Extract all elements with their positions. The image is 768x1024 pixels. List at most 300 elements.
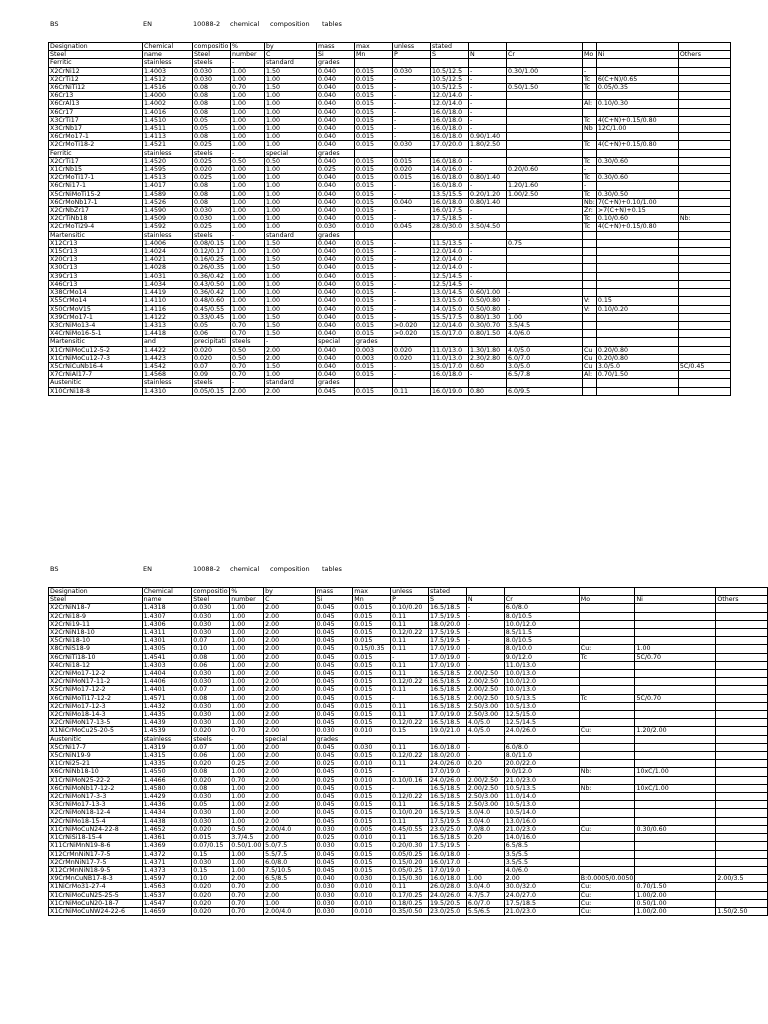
table-cell: 5.5/7.5 (264, 850, 315, 858)
table-cell: 14.0/16.0 (504, 834, 579, 842)
table-cell: 0.030 (192, 604, 230, 612)
table-cell: 0.015 (355, 75, 393, 83)
table-cell: 16.5/18.5 (429, 686, 467, 694)
table-cell: 5C/0.45 (678, 362, 730, 370)
table-cell: X38CrMo14 (49, 289, 143, 297)
table-cell (596, 313, 678, 321)
table-cell: 8.0/11.0 (504, 752, 579, 760)
table-cell (583, 379, 597, 387)
table-cell: 0.20/0.80 (596, 354, 678, 362)
table-cell: 0.030 (192, 858, 230, 866)
table-cell: - (466, 637, 504, 645)
table-cell: 0.030 (393, 141, 431, 149)
table-row (49, 190, 731, 198)
table-cell: stainless (143, 379, 193, 387)
table-cell (678, 43, 730, 51)
table-row (49, 670, 768, 678)
table-cell (596, 338, 678, 346)
table-cell: 0.025 (315, 760, 353, 768)
table-cell: Tc (583, 215, 597, 223)
table-cell: 2.00/4.0 (264, 825, 315, 833)
table-cell: 2.00 (264, 784, 315, 792)
table-cell: Ferritic (49, 149, 143, 157)
table-cell: 0.015 (353, 858, 391, 866)
table-cell: 1.00 (230, 686, 264, 694)
table-cell: 0.08 (193, 84, 231, 92)
table-cell: 0.50/1.00 (230, 842, 264, 850)
table-cell (635, 850, 716, 858)
table-cell: 20.0/22.0 (504, 760, 579, 768)
table-cell: by (265, 43, 317, 51)
table-cell: 0.030 (192, 711, 230, 719)
table-cell (716, 637, 768, 645)
table-cell: 1.00 (231, 133, 265, 141)
table-cell: X3CrTi17 (49, 116, 143, 124)
table-cell: 1.4541 (142, 653, 192, 661)
table-cell (635, 678, 716, 686)
table-cell: 1.4113 (143, 133, 193, 141)
table-cell: 1.4016 (143, 108, 193, 116)
table-cell: 1.4571 (142, 694, 192, 702)
table-row (49, 84, 731, 92)
table-cell (579, 629, 635, 637)
table-row (49, 711, 768, 719)
table-cell: 0.08 (193, 182, 231, 190)
table-cell: 0.040 (317, 248, 355, 256)
table-cell: grades (317, 379, 355, 387)
table-cell (596, 280, 678, 288)
table-cell: 1.50 (265, 313, 317, 321)
table-cell: 1.00 (507, 313, 583, 321)
table-cell: 13.0/14.5 (431, 289, 469, 297)
table-cell: 16.0/18.0 (431, 108, 469, 116)
table-cell (716, 727, 768, 735)
table-cell (579, 776, 635, 784)
table-cell (579, 588, 635, 596)
table-cell: 24.0/27.0 (504, 891, 579, 899)
table-cell: 1.00 (231, 67, 265, 75)
table-row (49, 768, 768, 776)
table-cell: 1.00 (230, 661, 264, 669)
table-cell: 0.70/1.50 (635, 883, 716, 891)
table-cell: 0.15 (192, 866, 230, 874)
table-cell: 4.0/5.0 (466, 719, 504, 727)
table-cell (596, 248, 678, 256)
table-cell: 0.08 (193, 198, 231, 206)
table-cell: 0.11 (391, 702, 429, 710)
table-cell: Nb: (579, 784, 635, 792)
table-cell (635, 809, 716, 817)
table-cell: 0.70 (231, 362, 265, 370)
table-row (49, 272, 731, 280)
table-cell (507, 116, 583, 124)
table-cell (716, 834, 768, 842)
table-cell: - (393, 264, 431, 272)
table-cell: 0.33/0.45 (193, 313, 231, 321)
table-cell: - (466, 858, 504, 866)
table-cell: - (393, 280, 431, 288)
table-row (49, 743, 768, 751)
table-cell: 2.00 (264, 776, 315, 784)
table-cell: P (391, 596, 429, 604)
table-cell: 2.00 (264, 801, 315, 809)
table-cell: 0.10/0.20 (596, 305, 678, 313)
table-cell: Mn (353, 596, 391, 604)
table-cell: 0.70 (230, 899, 264, 907)
table-cell: standard (265, 231, 317, 239)
table-cell: 1.00 (230, 866, 264, 874)
table-cell (678, 264, 730, 272)
table-cell (678, 305, 730, 313)
table-cell: 0.030 (315, 727, 353, 735)
table-cell: 1.4401 (142, 686, 192, 694)
table-cell: 1.00 (230, 801, 264, 809)
table-cell: X8CrNiS18-9 (49, 645, 143, 653)
table-cell: 0.040 (317, 272, 355, 280)
table-cell: 0.020 (192, 776, 230, 784)
table-cell (635, 629, 716, 637)
table-cell: 0.08 (192, 653, 230, 661)
table-cell (716, 899, 768, 907)
table-row (49, 354, 731, 362)
table-cell (635, 793, 716, 801)
table-row (49, 289, 731, 297)
table-cell: - (469, 75, 507, 83)
table-cell: 1.4568 (143, 371, 193, 379)
table-cell: 16.0/18.0 (431, 157, 469, 165)
table-cell (596, 108, 678, 116)
table-cell: 0.20/1.20 (469, 190, 507, 198)
table-cell: X2CrNiMo17-12-2 (49, 670, 143, 678)
table-cell: 2.00 (264, 793, 315, 801)
table-cell (716, 858, 768, 866)
table-cell: X15Cr13 (49, 248, 143, 256)
table-row (49, 858, 768, 866)
table-cell: X5CrNi17-7 (49, 743, 143, 751)
table-cell (507, 43, 583, 51)
table-cell: 1.00 (230, 653, 264, 661)
table-cell: 12.0/14.0 (431, 264, 469, 272)
table-cell: 11.0/13.0 (431, 354, 469, 362)
table-cell: 0.045 (315, 768, 353, 776)
table-cell (579, 866, 635, 874)
table-cell (507, 207, 583, 215)
table-cell: 16.5/18.5 (429, 670, 467, 678)
table-cell: - (391, 768, 429, 776)
table-cell: 12.5/14.5 (504, 719, 579, 727)
table-row (49, 92, 731, 100)
table-cell: 1.4313 (143, 321, 193, 329)
table-cell: - (466, 866, 504, 874)
table-cell: max (353, 588, 391, 596)
table-cell: 21.0/23.0 (504, 907, 579, 915)
table-cell: - (469, 371, 507, 379)
table-cell: 0.015 (355, 207, 393, 215)
table-cell (393, 338, 431, 346)
table-cell: steels (193, 59, 231, 67)
table-cell: 0.040 (317, 125, 355, 133)
table-cell: - (466, 629, 504, 637)
table-cell: 1.4371 (142, 858, 192, 866)
table-cell: - (469, 100, 507, 108)
table-cell: 0.015 (353, 629, 391, 637)
table-cell (596, 133, 678, 141)
table-cell (429, 735, 467, 743)
table-cell: 0.040 (317, 297, 355, 305)
table-cell: 18.0/20.0 (429, 620, 467, 628)
table-cell: 0.040 (317, 239, 355, 247)
table-cell: 1.4435 (142, 711, 192, 719)
table-cell: 1.00 (230, 604, 264, 612)
table-cell: stainless (143, 59, 193, 67)
table-cell: 1.00 (231, 190, 265, 198)
table-cell (579, 719, 635, 727)
table-row (49, 379, 731, 387)
table-cell: 0.015 (355, 387, 393, 395)
table-cell: steels (193, 379, 231, 387)
table-cell (469, 43, 507, 51)
table-cell: 10.5/13.0 (504, 801, 579, 809)
table-cell: 1.00 (265, 116, 317, 124)
table-cell: 0.11 (391, 817, 429, 825)
table-row (49, 752, 768, 760)
table-cell: 2.00/2.50 (466, 678, 504, 686)
table-cell: 0.08 (192, 694, 230, 702)
table-cell (678, 330, 730, 338)
table-cell (678, 157, 730, 165)
table-cell: 0.020 (192, 727, 230, 735)
table-cell: Tc (583, 116, 597, 124)
table-cell (596, 59, 678, 67)
table-row (49, 305, 731, 313)
table-row (49, 321, 731, 329)
table-cell: - (393, 116, 431, 124)
table-row (49, 149, 731, 157)
table-cell (635, 702, 716, 710)
table-row (49, 702, 768, 710)
table-cell: 0.12/0.22 (391, 678, 429, 686)
table-cell: Tc (579, 653, 635, 661)
table-cell (579, 760, 635, 768)
table-cell: 0.05/0.25 (391, 866, 429, 874)
table-cell: 0.45/0.55 (391, 825, 429, 833)
table-cell: X20Cr13 (49, 256, 143, 264)
table-cell: 24.0/26.0 (429, 776, 467, 784)
table-cell: 6.0/8.0 (504, 604, 579, 612)
table-row (49, 719, 768, 727)
table-cell: 0.045 (315, 620, 353, 628)
table-cell: X2CrMnNiN17-7-5 (49, 858, 143, 866)
table-cell: 0.010 (353, 907, 391, 915)
table-cell: 17.0/19.0 (429, 653, 467, 661)
table-cell: Al: (583, 100, 597, 108)
table-cell: 0.015 (353, 801, 391, 809)
table-cell: 0.015 (355, 108, 393, 116)
table-cell: 2.00 (264, 809, 315, 817)
table-cell: X46Cr13 (49, 280, 143, 288)
table-cell: - (393, 92, 431, 100)
table-cell (678, 321, 730, 329)
table-cell (579, 711, 635, 719)
table-cell (579, 743, 635, 751)
table-cell: 1.4550 (142, 768, 192, 776)
table-cell: 2.00 (264, 834, 315, 842)
table-cell: - (466, 850, 504, 858)
table-cell: >0.020 (393, 321, 431, 329)
table-cell: 1.00 (231, 198, 265, 206)
table-cell: 17.5/18.5 (504, 899, 579, 907)
table-cell (716, 891, 768, 899)
table-cell (716, 686, 768, 694)
table-cell: 1.80/2.50 (469, 141, 507, 149)
table-row (49, 834, 768, 842)
table-cell (635, 637, 716, 645)
table-cell (579, 809, 635, 817)
table-cell: Steel (192, 596, 230, 604)
table-cell: 0.010 (353, 899, 391, 907)
table-cell (716, 694, 768, 702)
table-cell: 0.015 (355, 125, 393, 133)
table-cell (678, 289, 730, 297)
table-cell (635, 743, 716, 751)
table-cell: - (393, 215, 431, 223)
table-cell (678, 239, 730, 247)
table-cell (579, 686, 635, 694)
table-cell: X2CrTi17 (49, 157, 143, 165)
table-cell: 0.040 (315, 875, 353, 883)
table-row (49, 248, 731, 256)
table-cell (635, 661, 716, 669)
table-cell: 0.015 (355, 157, 393, 165)
table-cell: 1.30/1.80 (469, 346, 507, 354)
table-cell (469, 338, 507, 346)
table-cell: 0.35/0.50 (391, 907, 429, 915)
table-cell: 1.00 (265, 248, 317, 256)
table-cell: 6.5/7.8 (507, 371, 583, 379)
table-cell: 2.00 (264, 637, 315, 645)
table-cell: Cr (504, 596, 579, 604)
table-cell: 6.0/7.0 (466, 899, 504, 907)
table-cell: grades (315, 735, 353, 743)
table-cell: 1.00 (265, 289, 317, 297)
table-row (49, 133, 731, 141)
table-cell (716, 620, 768, 628)
table-cell: 0.11 (391, 834, 429, 842)
table-cell: number (231, 51, 265, 59)
table-cell: 0.045 (315, 809, 353, 817)
table-cell: 0.80/1.40 (469, 174, 507, 182)
table-cell: 0.015 (353, 694, 391, 702)
table-cell (393, 231, 431, 239)
table-cell: 2.00 (264, 694, 315, 702)
table-cell: 0.040 (317, 305, 355, 313)
table-cell: 13.0/16.0 (504, 817, 579, 825)
table-cell: 9.0/12.0 (504, 768, 579, 776)
table-cell: 0.015 (355, 371, 393, 379)
table-cell (579, 702, 635, 710)
table-cell: 2.00/4.0 (264, 907, 315, 915)
table-cell: 1.00 (231, 223, 265, 231)
table-cell: - (507, 289, 583, 297)
table-cell: X10CrNi18-8 (49, 387, 143, 395)
table-cell: 1.00 (230, 620, 264, 628)
table-cell (579, 793, 635, 801)
table-cell: 1.4311 (142, 629, 192, 637)
table-cell (507, 223, 583, 231)
table-cell (507, 215, 583, 223)
table-row (49, 875, 768, 883)
table-cell: 0.36/0.42 (193, 289, 231, 297)
table-cell (678, 248, 730, 256)
table-cell: 0.015 (353, 784, 391, 792)
table-cell (507, 264, 583, 272)
table-cell (635, 834, 716, 842)
table-cell: 1.4542 (143, 362, 193, 370)
table-cell: - (391, 694, 429, 702)
table-cell: 0.030 (315, 907, 353, 915)
table-cell: 1.00 (231, 305, 265, 313)
table-row (49, 387, 731, 395)
table-cell: 10.5/12.5 (431, 75, 469, 83)
table-cell (583, 289, 597, 297)
table-cell: Steel (193, 51, 231, 59)
title-word: BS (50, 20, 59, 28)
table-cell: 0.025 (317, 166, 355, 174)
table-cell (507, 108, 583, 116)
table-cell: 1.4307 (142, 612, 192, 620)
table-cell: 1.00 (265, 215, 317, 223)
table-cell (635, 588, 716, 596)
table-cell: 10xC/1.00 (635, 784, 716, 792)
table-cell: 0.20/0.60 (507, 166, 583, 174)
table-cell: 0.08 (193, 100, 231, 108)
table-cell: mass (317, 43, 355, 51)
table-cell: grades (317, 59, 355, 67)
table-cell: 0.70 (230, 883, 264, 891)
table-cell: 2.00/2.50 (466, 776, 504, 784)
table-cell: 0.30/0.60 (596, 157, 678, 165)
table-cell: - (466, 752, 504, 760)
table-cell (507, 379, 583, 387)
table-cell: - (393, 133, 431, 141)
title-word: tables (322, 565, 342, 573)
table-cell (507, 248, 583, 256)
table-cell: mass (315, 588, 353, 596)
table-cell (583, 338, 597, 346)
table-cell: Cu: (579, 825, 635, 833)
table-cell (579, 752, 635, 760)
table-cell: - (230, 735, 264, 743)
table-cell: and (143, 338, 193, 346)
table-cell: 1.50 (265, 362, 317, 370)
table-cell: 0.07 (192, 637, 230, 645)
table-cell: - (583, 166, 597, 174)
table-cell (635, 686, 716, 694)
table-cell: 1.4429 (142, 793, 192, 801)
table-cell: 0.045 (315, 653, 353, 661)
table-cell: 0.11 (391, 645, 429, 653)
table-row (49, 850, 768, 858)
table-cell: Tc (583, 141, 597, 149)
table-cell: 0.020 (192, 883, 230, 891)
table-cell: X12CrMnNiN18-9-5 (49, 866, 143, 874)
table-cell: 0.10 (192, 645, 230, 653)
table-cell: 0.025 (315, 776, 353, 784)
table-cell: 1.4404 (142, 670, 192, 678)
table-cell (716, 793, 768, 801)
table-cell: 0.030 (353, 743, 391, 751)
table-row (49, 637, 768, 645)
